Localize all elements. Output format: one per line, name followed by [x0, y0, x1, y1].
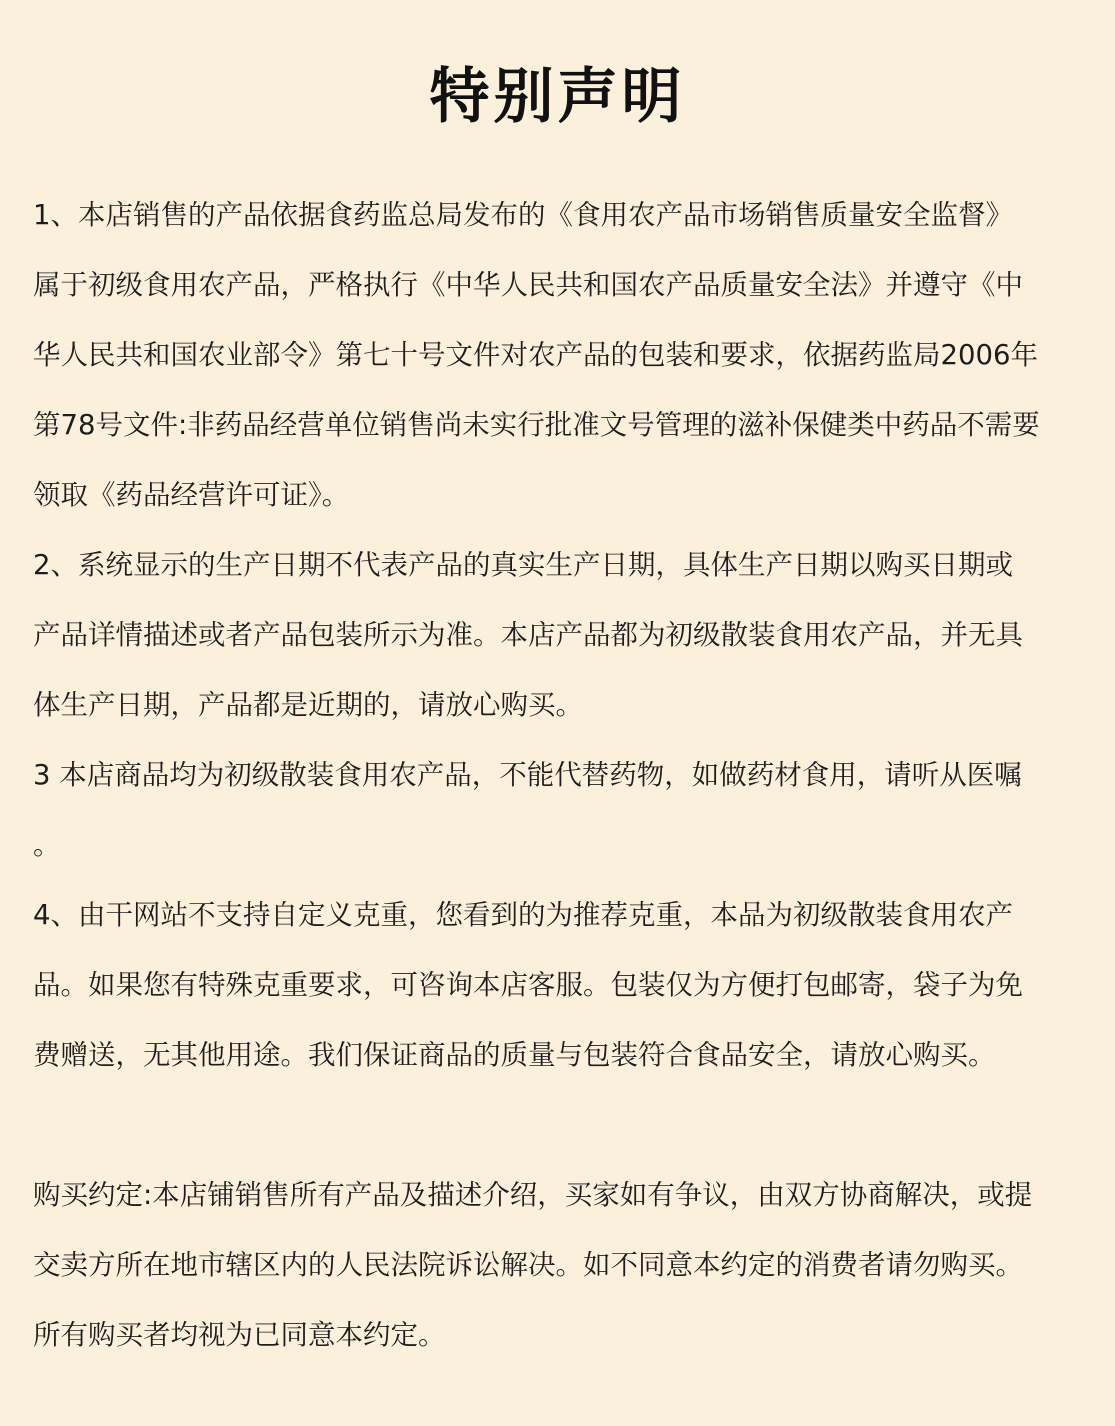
page-title: 特别声明: [429, 62, 686, 132]
clause-3-line-1: 3 本店商品均为初级散装食用农产品，不能代替药物，如做药材食用，请听从医嘱: [33, 759, 1022, 791]
clause-1-line-1: 1、本店销售的产品依据食药监总局发布的《食用农产品市场销售质量安全监督》: [33, 199, 1013, 231]
clause-4-line-1: 4、由干网站不支持自定义克重，您看到的为推荐克重，本品为初级散装食用农产: [33, 899, 1013, 931]
agreement-line-3: 所有购买者均视为已同意本约定。: [33, 1319, 446, 1351]
clause-1-line-3: 华人民共和国农业部令》第七十号文件对农产品的包装和要求，依据药监局2006年: [33, 339, 1038, 371]
clause-2-line-3: 体生产日期，产品都是近期的，请放心购买。: [33, 689, 583, 721]
clause-1-line-4: 第78号文件:非药品经营单位销售尚未实行批准文号管理的滋补保健类中药品不需要: [33, 409, 1040, 441]
agreement-line-2: 交卖方所在地市辖区内的人民法院诉讼解决。如不同意本约定的消费者请勿购买。: [33, 1249, 1023, 1281]
clause-4-line-3: 费赠送，无其他用途。我们保证商品的质量与包装符合食品安全，请放心购买。: [33, 1039, 996, 1071]
clause-3-line-2: 。: [33, 829, 61, 861]
agreement-line-1: 购买约定:本店铺销售所有产品及描述介绍，买家如有争议，由双方协商解决，或提: [33, 1179, 1033, 1211]
clause-1-line-5: 领取《药品经营许可证》。: [33, 479, 350, 511]
clause-2-line-1: 2、系统显示的生产日期不代表产品的真实生产日期，具体生产日期以购买日期或: [33, 549, 1013, 581]
clause-1-line-2: 属于初级食用农产品，严格执行《中华人民共和国农产品质量安全法》并遵守《中: [33, 269, 1023, 301]
clause-2-line-2: 产品详情描述或者产品包装所示为准。本店产品都为初级散装食用农产品，并无具: [33, 619, 1023, 651]
clause-4-line-2: 品。如果您有特殊克重要求，可咨询本店客服。包装仅为方便打包邮寄，袋子为免: [33, 969, 1023, 1001]
